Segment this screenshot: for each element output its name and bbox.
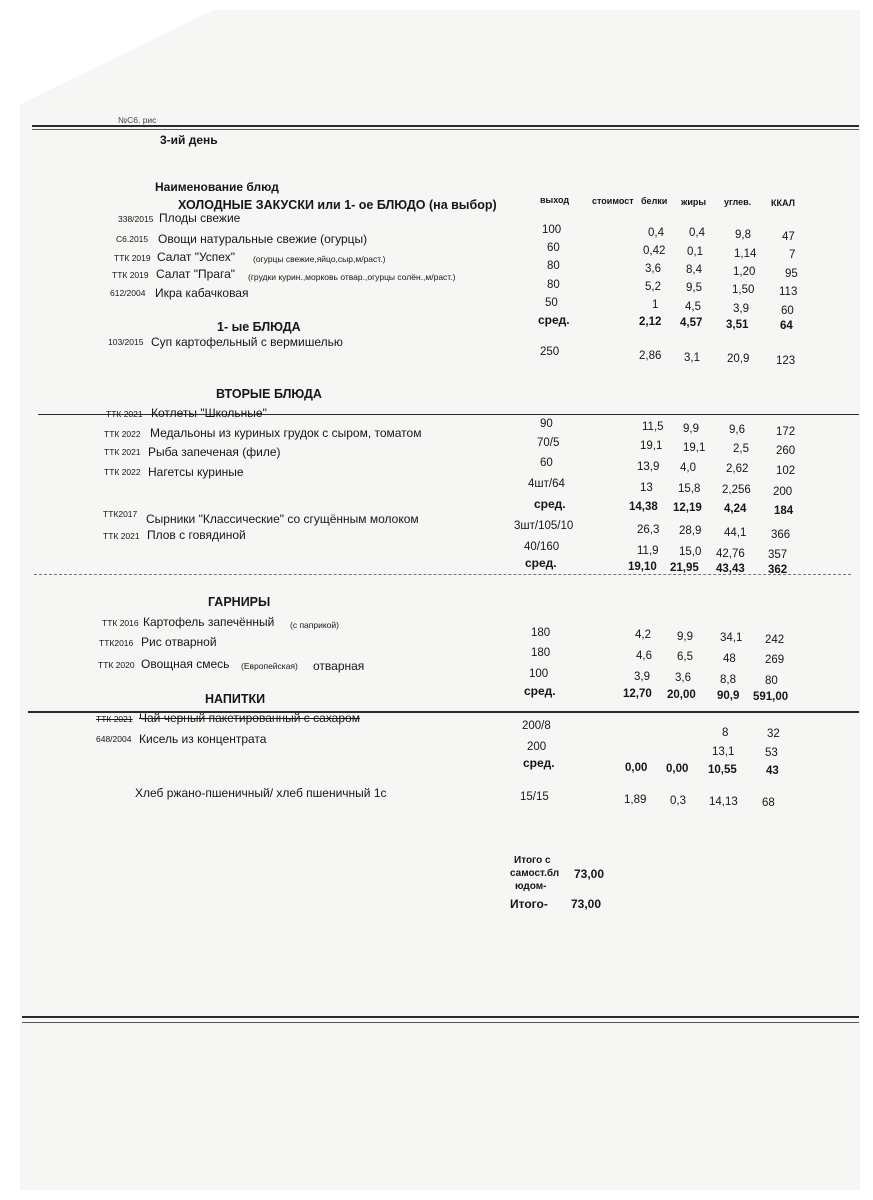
divider-dashed	[34, 574, 851, 575]
col-uglev: углев.	[724, 197, 752, 207]
section-drinks: НАПИТКИ	[205, 692, 266, 706]
col-cost: стоимост	[592, 196, 634, 206]
name-heading: Наименование блюд	[155, 180, 279, 194]
col-belki: белки	[641, 196, 668, 206]
section-cold-appetizers: ХОЛОДНЫЕ ЗАКУСКИ или 1- ое БЛЮДО (на выбор)	[178, 198, 497, 212]
doc-ref: №С6. рис	[118, 115, 157, 125]
top-rule-2	[32, 129, 859, 130]
bottom-rule-2	[22, 1022, 859, 1023]
bottom-rule	[22, 1016, 859, 1018]
day-label: 3-ий день	[160, 133, 218, 147]
section-garnishes: ГАРНИРЫ	[208, 595, 271, 609]
col-vyhod: выход	[540, 195, 570, 205]
col-kkal: ККАЛ	[771, 198, 795, 208]
section-second-courses: ВТОРЫЕ БЛЮДА	[216, 387, 322, 401]
paper-sheet	[20, 10, 860, 1190]
col-zhiry: жиры	[681, 197, 707, 207]
section-first-courses: 1- ые БЛЮДА	[217, 320, 301, 334]
top-rule	[32, 125, 859, 127]
